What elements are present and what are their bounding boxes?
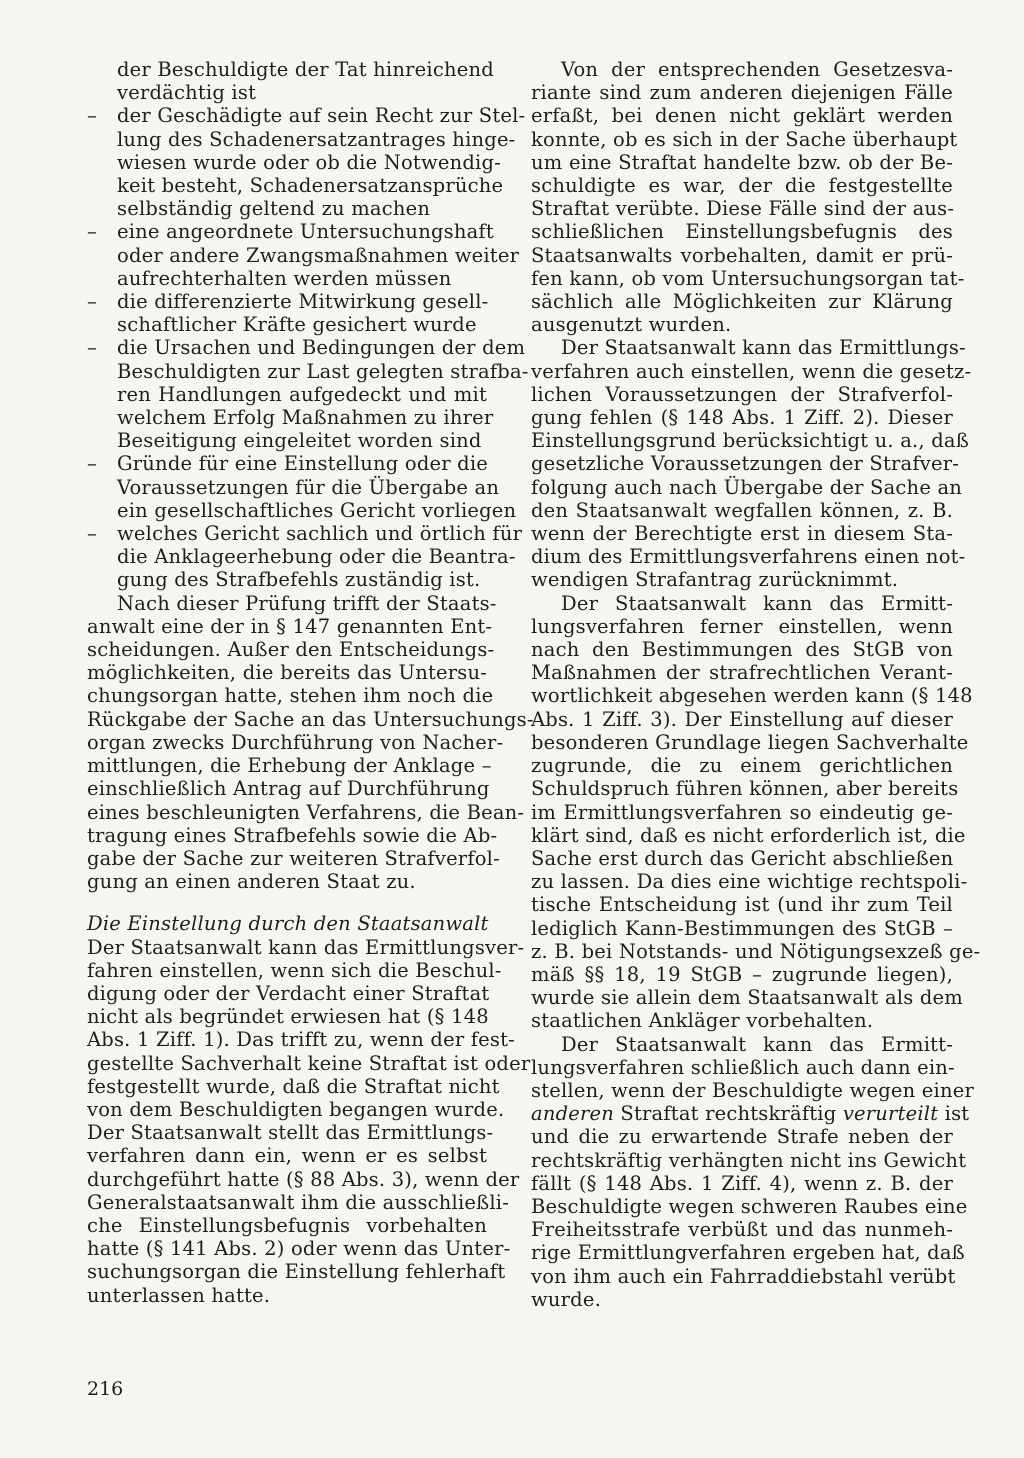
text-line: die Ursachen und Bedingungen der dem (117, 336, 526, 360)
text-line: Straftat verübte. Diese Fälle sind der aus- (531, 197, 955, 221)
paragraph (531, 1032, 974, 1311)
list-item (87, 336, 529, 453)
text-line: Beschuldigten zur Last gelegten strafba- (117, 359, 529, 383)
text-line: durchgeführt hatte (§ 88 Abs. 3), wenn der (87, 1167, 520, 1191)
text-line: Nach dieser Prüfung trifft der Staats- (117, 591, 497, 615)
text-line: Von der entsprechenden Gesetzesva- (561, 58, 953, 81)
list-item (87, 290, 487, 336)
text-line: welchem Erfolg Maßnahmen zu ihrer (117, 406, 494, 430)
text-line: scheidungen. Außer den Entscheidungs- (87, 638, 495, 662)
text-line: tragung eines Strafbefehls sowie die Ab- (87, 823, 498, 847)
text-line: Beschuldigte wegen schweren Raubes eine (531, 1194, 968, 1218)
text-line: mittlungen, die Erhebung der Anklage – (87, 754, 492, 778)
section-heading: Die Einstellung durch den Staatsanwalt (87, 912, 489, 936)
text-line: gung fehlen (§ 148 Abs. 1 Ziff. 2). Dieser (531, 406, 953, 430)
text-line: Beseitigung eingeleitet worden sind (117, 429, 482, 453)
text-line: Freiheitsstrafe verbüßt und das nunmeh- (531, 1218, 953, 1242)
text-line: wurde sie allein dem Staatsanwalt als dem (531, 986, 963, 1010)
spacer (87, 893, 487, 912)
text-line: Einstellungsgrund berücksichtigt u. a., daß (531, 429, 969, 453)
text-line: digung oder der Verdacht einer Straftat (87, 981, 490, 1005)
text-line: Der Staatsanwalt kann das Ermittlungsver- (87, 935, 525, 959)
text-line: klärt sind, daß es nicht erforderlich ist, die (531, 823, 966, 847)
text-line: gabe der Sache zur weiteren Strafverfol- (87, 846, 500, 870)
text-line: lichen Voraussetzungen der Strafverfol- (531, 382, 953, 406)
text-span: Straftat rechtskräftig (614, 1102, 843, 1126)
text-line: keit besteht, Schadenersatzansprüche (117, 174, 504, 198)
text-line: z. B. bei Notstands- und Nötigungsexzeß ge- (531, 939, 981, 963)
text-line: riante sind zum anderen diejenigen Fälle (531, 81, 953, 105)
text-line: die differenzierte Mitwirkung gesell- (117, 290, 489, 314)
text-line: einschließlich Antrag auf Durchführung (87, 777, 490, 801)
text-line: oder andere Zwangsmaßnahmen weiter (117, 243, 520, 267)
text-line: zu lassen. Da dies eine wichtige rechtspoli- (531, 870, 968, 894)
text-line: eines beschleunigten Verfahrens, die Bean- (87, 800, 525, 824)
text-line: Staatsanwalts vorbehalten, damit er prü- (531, 243, 953, 267)
text-line: gung an einen anderen Staat zu. (87, 870, 416, 894)
text-line: eine angeordnete Untersuchungshaft (117, 220, 494, 244)
text-line: Maßnahmen der strafrechtlichen Verant- (531, 661, 953, 685)
text-line: welches Gericht sachlich und örtlich für (117, 522, 523, 546)
text-line: den Staatsanwalt wegfallen können, z. B. (531, 498, 953, 522)
paragraph (87, 935, 531, 1307)
text-line: mäß §§ 18, 19 StGB – zugrunde liegen), (531, 962, 953, 986)
text-line: wenn der Berechtigte erst in diesem Sta- (531, 522, 953, 546)
text-line: Abs. 1 Ziff. 3). Der Einstellung auf dieser (531, 707, 953, 731)
text-line: schließlichen Einstellungsbefugnis des (531, 220, 953, 244)
text-line: verfahren dann ein, wenn er es selbst (87, 1144, 487, 1168)
right-column (531, 58, 981, 1311)
text-line: zugrunde, die zu einem gerichtlichen (531, 754, 953, 778)
text-line: Schuldspruch führen können, aber bereits (531, 777, 959, 801)
list-item (87, 104, 526, 221)
text-line: folgung auch nach Übergabe der Sache an (531, 475, 963, 499)
italic-word: verurteilt (842, 1102, 939, 1126)
page-number: 216 (87, 1378, 124, 1400)
text-line: rechtskräftig verhängten nicht ins Gewicht (531, 1148, 967, 1172)
text-line: wurde. (531, 1287, 601, 1311)
text-line: besonderen Grundlage liegen Sachverhalte (531, 730, 969, 754)
text-line: Der Staatsanwalt stellt das Ermittlungs- (87, 1121, 494, 1145)
text-line: fahren einstellen, wenn sich die Beschul- (87, 958, 502, 982)
text-line: der Geschädigte auf sein Recht zur Stel- (117, 104, 526, 128)
list-item (87, 522, 523, 592)
text-line: schaftlicher Kräfte gesichert wurde (117, 313, 477, 337)
text-line: gung des Strafbefehls zuständig ist. (117, 568, 481, 592)
text-line: Rückgabe der Sache an das Untersuchungs- (87, 707, 534, 731)
text-line: unterlassen hatte. (87, 1283, 271, 1307)
text-line: ren Handlungen aufgedeckt und mit (117, 382, 487, 406)
list-item (87, 220, 520, 290)
text-line: organ zwecks Durchführung von Nacher- (87, 730, 504, 754)
text-line: chungsorgan hatte, stehen ihm noch die (87, 684, 494, 708)
text-line: lungsverfahren schließlich auch dann ein- (531, 1055, 955, 1079)
list-continuation (87, 58, 494, 105)
text-line: lediglich Kann-Bestimmungen des StGB – (531, 916, 953, 940)
text-line: Abs. 1 Ziff. 1). Das trifft zu, wenn der fest- (87, 1028, 515, 1052)
text-line: erfaßt, bei denen nicht geklärt werden (531, 104, 953, 128)
text-line: und die zu erwartende Strafe neben der (531, 1125, 953, 1149)
text-line: dium des Ermittlungsverfahrens einen not- (531, 545, 966, 569)
text-line: ausgenutzt wurden. (531, 313, 732, 337)
text-line: möglichkeiten, die bereits das Untersu- (87, 661, 487, 685)
paragraph (87, 591, 534, 894)
text-line: verdächtig ist (117, 81, 257, 105)
text-line: anwalt eine der in § 147 genannten Ent- (87, 614, 493, 638)
text-line (531, 1102, 970, 1126)
paragraph (531, 591, 981, 1033)
text-line: festgestellt wurde, daß die Straftat nicht (87, 1074, 500, 1098)
paragraph-rest (531, 1125, 968, 1311)
text-span: ist (938, 1102, 970, 1126)
list-dash: – (87, 104, 97, 128)
list-dash: – (87, 290, 97, 314)
text-line: konnte, ob es sich in der Sache überhaupt (531, 127, 958, 151)
text-line: staatlichen Ankläger vorbehalten. (531, 1009, 874, 1033)
text-line: von ihm auch ein Fahrraddiebstahl verübt (531, 1264, 956, 1288)
text-line: schuldigte es war, der die festgestellte (531, 174, 953, 198)
text-line: fen kann, ob vom Untersuchungsorgan tat- (531, 266, 965, 290)
text-line: der Beschuldigte der Tat hinreichend (117, 58, 494, 81)
text-line: Der Staatsanwalt kann das Ermitt- (561, 591, 953, 615)
text-line: sächlich alle Möglichkeiten zur Klärung (531, 290, 953, 314)
text-line: hatte (§ 141 Abs. 2) oder wenn das Unter- (87, 1237, 511, 1261)
text-line: rige Ermittlungverfahren ergeben hat, daß (531, 1241, 965, 1265)
text-line: die Anklageerhebung oder die Beantra- (117, 545, 516, 569)
text-line: Der Staatsanwalt kann das Ermittlungs- (561, 336, 966, 360)
text-line: verfahren auch einstellen, wenn die gesetz- (531, 359, 972, 383)
text-line: ein gesellschaftliches Gericht vorliegen (117, 498, 517, 522)
text-line: Generalstaatsanwalt ihm die ausschließli- (87, 1190, 510, 1214)
text-line: tische Entscheidung ist (und ihr zum Teil (531, 893, 953, 917)
text-line: suchungsorgan die Einstellung fehlerhaft (87, 1260, 506, 1284)
text-line: fällt (§ 148 Abs. 1 Ziff. 4), wenn z. B. der (531, 1171, 953, 1195)
text-line: stellen, wenn der Beschuldigte wegen einer (531, 1078, 974, 1102)
text-line: um eine Straftat handelte bzw. ob der Be- (531, 150, 953, 174)
bullet-list (87, 104, 529, 592)
text-line: aufrechterhalten werden müssen (117, 266, 452, 290)
text-line: wendigen Strafantrag zurücknimmt. (531, 568, 899, 592)
text-line: im Ermittlungsverfahren so eindeutig ge- (531, 800, 953, 824)
text-line: lungsverfahren ferner einstellen, wenn (531, 614, 953, 638)
text-line: wiesen wurde oder ob die Notwendig- (117, 150, 501, 174)
text-line: wortlichkeit abgesehen werden kann (§ 148 (531, 684, 973, 708)
text-line: Sache erst durch das Gericht abschließen (531, 846, 954, 870)
list-dash: – (87, 452, 97, 476)
text-line: lung des Schadenersatzantrages hinge- (117, 127, 516, 151)
text-line: gestellte Sachverhalt keine Straftat ist oder (87, 1051, 531, 1075)
text-line: selbständig geltend zu machen (117, 197, 431, 221)
text-line: von dem Beschuldigten begangen wurde. (87, 1097, 505, 1121)
text-line: gesetzliche Voraussetzungen der Strafver- (531, 452, 960, 476)
left-column (87, 58, 534, 1307)
italic-word: anderen (531, 1102, 615, 1126)
paragraph (531, 58, 965, 337)
text-line: che Einstellungsbefugnis vorbehalten (87, 1213, 487, 1237)
text-line: Gründe für eine Einstellung oder die (117, 452, 489, 476)
text-line: Der Staatsanwalt kann das Ermitt- (561, 1032, 953, 1056)
text-line: Voraussetzungen für die Übergabe an (117, 475, 500, 499)
list-dash: – (87, 336, 97, 360)
list-item (87, 452, 517, 522)
list-dash: – (87, 522, 97, 546)
text-line: nicht als begründet erwiesen hat (§ 148 (87, 1005, 489, 1029)
paragraph (531, 336, 972, 592)
list-dash: – (87, 220, 97, 244)
text-line: nach den Bestimmungen des StGB von (531, 638, 953, 662)
